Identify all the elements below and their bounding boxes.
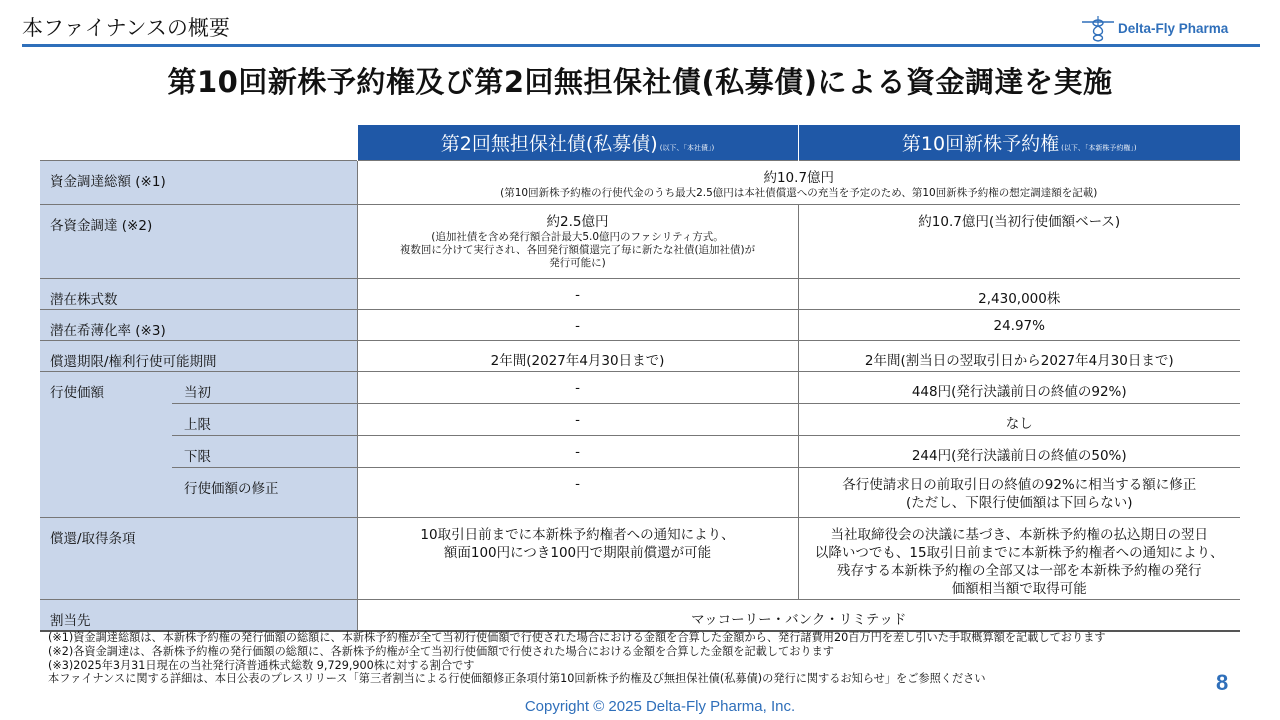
footnote-2: (※2)各資金調達は、各新株予約権の発行価額の総額に、各新株予約権が全て当初行使価額で行使された場合における金額を合算した金額を記載しております [48,644,834,658]
column-header-bond-note: (以下、「本社債」) [659,144,715,152]
redeem-warrant-cell [798,518,1240,600]
page-number: 8 [1216,670,1229,695]
page-title: 第10回新株予約権及び第2回無担保社債(私募債)による資金調達を実施 [167,65,1113,99]
company-logo [1080,14,1228,42]
price-lower-bond-value: - [357,436,798,468]
each-warrant-value: 約10.7億円(当初行使価額ベース) [918,214,1121,230]
redeem-bond-cell [357,518,798,600]
table-row [40,436,1240,468]
table-row [40,310,1240,341]
footnote-3: (※3)2025年3月31日現在の当社発行済普通株式総数 9,729,900株に対する割合です [48,658,475,672]
footnote-4: 本ファイナンスに関する詳細は、本日公表のプレスリリース「第三者割当による行使価額修正条項付第10回新株予約権及び無担保社債(私募債)の発行に関するお知らせ」をご参照ください [48,672,986,686]
logo-text: Delta-Fly Pharma [1118,20,1229,36]
redeem-warrant-line-2: 以降いつでも、15取引日前までに本新株予約権者への通知により、 [814,545,1224,561]
each-warrant-cell [798,205,1240,279]
allottee-value: マッコーリー・バンク・リミテッド [357,600,1240,631]
redeem-warrant-line-1: 当社取締役会の決議に基づき、本新株予約権の払込期日の翌日 [830,527,1208,543]
column-header-warrant-note: (以下、「本新株予約権」) [1061,144,1137,152]
row-label-price-lower: 下限 [172,436,357,468]
row-label-price-upper: 上限 [172,404,357,436]
price-adjust-warrant-line-2: (ただし、下限行使価額は下回らない) [905,495,1133,511]
price-lower-warrant-value: 244円(発行決議前日の終値の50%) [798,436,1240,468]
redeem-bond-line-1: 10取引日前までに本新株予約権者への通知により、 [420,527,735,543]
each-bond-note-3: 発行可能に) [549,257,606,269]
price-upper-bond-value: - [357,404,798,436]
each-bond-cell [357,205,798,279]
row-label-total: 資金調達総額 (※1) [40,161,357,205]
table-row [40,205,1240,279]
shares-warrant-value: 2,430,000株 [798,279,1240,310]
price-upper-warrant-value: なし [798,404,1240,436]
row-label-price-adjust: 行使価額の修正 [172,468,357,518]
price-adjust-warrant-line-1: 各行使請求日の前取引日の終値の92%に相当する額に修正 [842,477,1197,493]
footnotes [48,631,1106,686]
footnote-1: (※1)資金調達総額は、本新株予約権の発行価額の総額に、本新株予約権が全て当初行使価額で行使された場合における金額を合算した金額から、発行諸費用20百万円を差し引いた手取概算額を記載しております [48,631,1106,644]
table-row [40,372,1240,404]
table-row [40,518,1240,600]
total-value: 約10.7億円 [763,170,835,186]
row-label-price-initial: 当初 [172,372,357,404]
table-row [40,161,1240,205]
row-label-price: 行使価額 [40,372,172,518]
column-header-warrant: 第10回新株予約権 (以下、「本新株予約権」) [798,125,1240,161]
price-adjust-warrant-cell [798,468,1240,518]
each-bond-value: 約2.5億円 [546,214,609,230]
table-row [40,404,1240,436]
total-value-cell [357,161,1240,205]
price-initial-warrant-value: 448円(発行決議前日の終値の92%) [798,372,1240,404]
logo-mark-icon [1080,14,1116,42]
column-header-bond: 第2回無担保社債(私募債) (以下、「本社債」) [357,125,798,161]
table-row [40,279,1240,310]
dilution-warrant-value: 24.97% [798,310,1240,341]
section-title: 本ファイナンスの概要 [22,16,230,40]
row-label-each: 各資金調達 (※2) [40,205,357,279]
row-label-dilution: 潜在希薄化率 (※3) [40,310,357,341]
blank-cell [40,125,357,161]
total-note: (第10回新株予約権の行使代金のうち最大2.5億円は本社債償還への充当を予定のため、第10回新株予約権の想定調達額を記載) [500,187,1098,199]
price-initial-bond-value: - [357,372,798,404]
copyright: Copyright © 2025 Delta-Fly Pharma, Inc. [524,698,796,715]
shares-bond-value: - [357,279,798,310]
dilution-bond-value: - [357,310,798,341]
period-bond-value: 2年間(2027年4月30日まで) [357,341,798,372]
table-row [40,600,1240,631]
redeem-warrant-line-4: 価額相当額で取得可能 [951,581,1087,597]
table-header-row [40,125,1240,161]
price-adjust-bond-value: - [357,468,798,518]
table-row [40,468,1240,518]
row-label-period: 償還期限/権利行使可能期間 [40,341,357,372]
row-label-redeem: 償還/取得条項 [40,518,357,600]
row-label-shares: 潜在株式数 [40,279,357,310]
finance-summary-table [40,124,1240,632]
header-divider [22,44,1260,47]
each-bond-note-1: (追加社債を含め発行額合計最大5.0億円のファシリティ方式。 [431,231,724,243]
redeem-bond-line-2: 額面100円につき100円で期限前償還が可能 [443,545,712,561]
row-label-allottee: 割当先 [40,600,357,631]
table-row [40,341,1240,372]
redeem-warrant-line-3: 残存する本新株予約権の全部又は一部を本新株予約権の発行 [837,563,1202,579]
period-warrant-value: 2年間(割当日の翌取引日から2027年4月30日まで) [798,341,1240,372]
each-bond-note-2: 複数回に分けて実行され、各回発行額償還完了毎に新たな社債(追加社債)が [399,244,756,256]
